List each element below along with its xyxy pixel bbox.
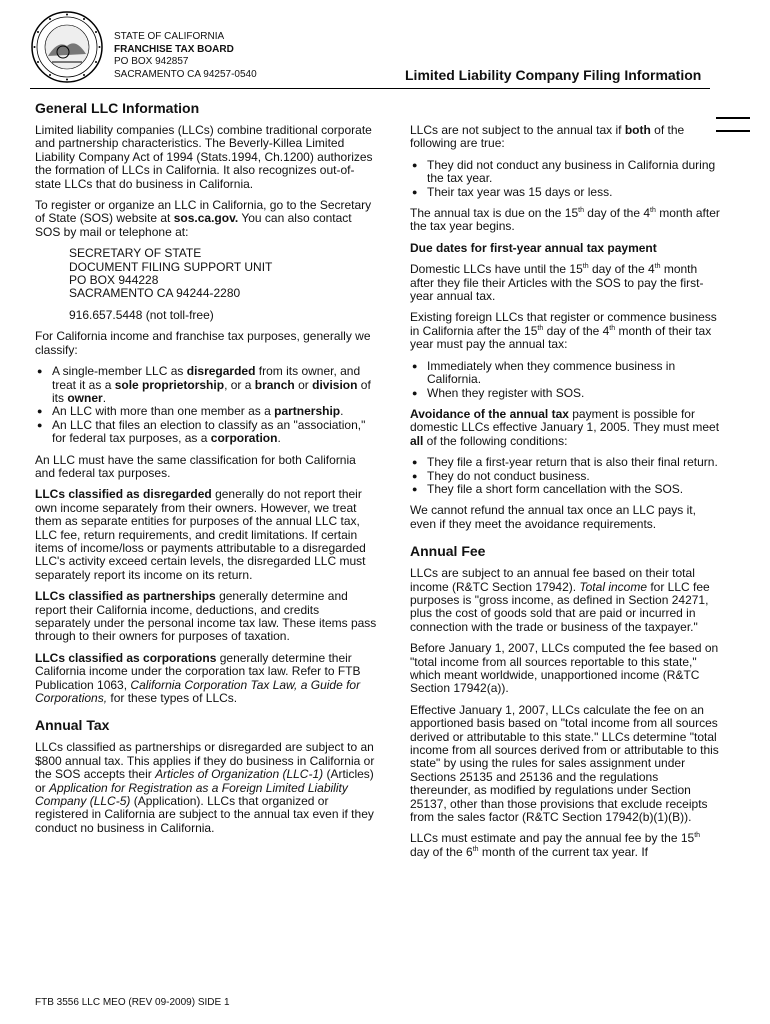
list-item: ● They do not conduct business.: [410, 470, 720, 483]
heading-general-llc-information: General LLC Information: [35, 100, 200, 116]
list-item: ● A single-member LLC as disregarded from its owner, and treat it as a sole proprietorship, or a branch or division of its owner.: [35, 365, 377, 405]
margin-mark-1: [716, 117, 750, 119]
paragraph-not-subject: LLCs are not subject to the annual tax if both of the following are true:: [410, 123, 685, 151]
sos-website-link[interactable]: sos.ca.gov.: [173, 211, 239, 226]
header-divider: [30, 88, 710, 89]
list-item: ● Immediately when they commence business in California.: [410, 360, 720, 387]
classification-list: [35, 365, 377, 445]
paragraph-register: [35, 199, 377, 239]
sos-address-line: PO BOX 944228: [69, 273, 159, 288]
paragraph-foreign-llcs: Existing foreign LLCs that register or commence business in California after the 15th day of the 4th month of their tax year must pay the annual tax:: [410, 310, 717, 352]
address-line-3: PO BOX 942857: [114, 56, 189, 67]
heading-annual-tax: Annual Tax: [35, 717, 110, 734]
heading-annual-fee: Annual Fee: [410, 543, 486, 560]
address-line-2: FRANCHISE TAX BOARD: [114, 43, 234, 55]
margin-mark-2: [716, 130, 750, 132]
paragraph-due-date: The annual tax is due on the 15th day of the 4th month after the tax year begins.: [410, 206, 720, 234]
address-line-1: STATE OF CALIFORNIA: [114, 31, 225, 42]
paragraph-effective-2007: Effective January 1, 2007, LLCs calculate the fee on an apportioned basis based on "total income from all sources derived or attributable to this state." LLCs determine "total income from all sources derived from or attributable to this state" by using the rules for sales assignment under Sections 25135 and 25136 and the regulations thereunder, as modified by regulations under Section 25137, other than those provisions that exclude receipts from the sales factor (R&TC Section 17942(b)(1)(B)).: [410, 702, 719, 825]
sos-address-line: SACRAMENTO CA 94244-2280: [69, 286, 241, 301]
paragraph-same-classification: An LLC must have the same classification for both California and federal tax purposes.: [35, 452, 356, 480]
list-item: ● An LLC that files an election to classify as an "association," for federal tax purposes, as a corporation.: [35, 419, 377, 446]
list-item: ● When they register with SOS.: [410, 387, 720, 400]
paragraph-no-refund: We cannot refund the annual tax once an LLC pays it, even if they meet the avoidance requirements.: [410, 503, 696, 531]
sos-address-line: DOCUMENT FILING SUPPORT UNIT: [69, 259, 273, 274]
paragraph-corporations: LLCs classified as corporations generally determine their California income under the corporation tax law. Refer to FTB Publication 1063, California Corporation Tax Law, a Guide for Corporations, for these types of LLCs.: [35, 650, 361, 706]
left-column: [35, 100, 377, 843]
document-title: Limited Liability Company Filing Information: [405, 67, 702, 83]
foreign-payment-list: [410, 360, 720, 400]
paragraph-classification: For California income and franchise tax purposes, generally we classify:: [35, 329, 371, 357]
exemption-list: [410, 159, 720, 199]
text: To register or organize an LLC in California, go to the Secretary of State (SOS) website at: [35, 198, 372, 226]
text: You can also contact SOS by mail or telephone at:: [35, 211, 352, 239]
paragraph-annual-fee: LLCs are subject to an annual fee based on their total income (R&TC Section 17942). Total income for LLC fee purposes is "gross income, as defined in Section 24271, plus the cost of goods sold that are paid or incurred in connection with the trade or business of the taxpayer.": [410, 566, 710, 634]
address-line-4: SACRAMENTO CA 94257-0540: [114, 68, 257, 80]
paragraph-before-2007: Before January 1, 2007, LLCs computed the fee based on "total income from all sources reportable to this state," which meant worldwide, unapportioned income (R&TC Section 17942(a)).: [410, 641, 719, 696]
list-item: ● An LLC with more than one member as a partnership.: [35, 405, 377, 418]
paragraph-estimate-fee: LLCs must estimate and pay the annual fee by the 15th day of the 6th month of the current tax year. If: [410, 831, 701, 859]
paragraph-annual-tax: LLCs classified as partnerships or disregarded are subject to an $800 annual tax. This applies if they do business in California or the SOS accepts their Articles of Organization (LLC-1) (Articles) or Application for Registration as a Foreign Limited Liability Company (LLC-5) (Application). LLCs that organized or registered in California are subject to the annual tax even if they conduct no business in California.: [35, 740, 375, 835]
list-item: ● They file a short form cancellation with the SOS.: [410, 483, 720, 496]
avoidance-conditions-list: [410, 456, 720, 496]
paragraph-intro: Limited liability companies (LLCs) combine traditional corporate and partnership characteristics. The Beverly-Killea Limited Liability Company Act of 1994 (Stats.1994, Ch.1200) authorizes the formation of LLCs in California. It also recognizes out-of-state LLCs that do business in California.: [35, 123, 373, 191]
sos-phone: 916.657.5448 (not toll-free): [69, 307, 214, 322]
paragraph-domestic-llcs: Domestic LLCs have until the 15th day of the 4th month after they file their Articles with the SOS to pay the first-year annual tax.: [410, 262, 704, 304]
subheading-due-dates: Due dates for first-year annual tax payment: [410, 240, 657, 255]
agency-address: [114, 31, 257, 81]
list-item: ● They file a first-year return that is also their final return.: [410, 456, 720, 469]
sos-address-line: SECRETARY OF STATE: [69, 246, 202, 261]
sos-mailing-address: [35, 247, 377, 301]
paragraph-avoidance: Avoidance of the annual tax payment is possible for domestic LLCs effective January 1, 2005. They must meet all of the following conditions:: [410, 406, 720, 448]
state-seal-icon: [30, 10, 104, 84]
paragraph-partnerships: LLCs classified as partnerships generally determine and report their California income, deductions, and credits separately under the personal income tax law. These items pass through to their owners for purposes of taxation.: [35, 589, 377, 644]
right-column: [410, 124, 720, 867]
list-item: ● They did not conduct any business in California during the tax year.: [410, 159, 720, 186]
list-item: ● Their tax year was 15 days or less.: [410, 186, 720, 199]
paragraph-disregarded: LLCs classified as disregarded generally do not report their own income separately from their owners. However, we treat them as separate entities for purposes of the annual LLC tax, LLC fee, return requirements, and credit limitations. If certain items of income/loss or payments attributable to a disregarded LLC's activity exceed certain levels, the disregarded LLC must separately report its income on its return.: [35, 487, 366, 582]
form-footer: FTB 3556 LLC MEO (REV 09-2009) SIDE 1: [35, 997, 230, 1008]
